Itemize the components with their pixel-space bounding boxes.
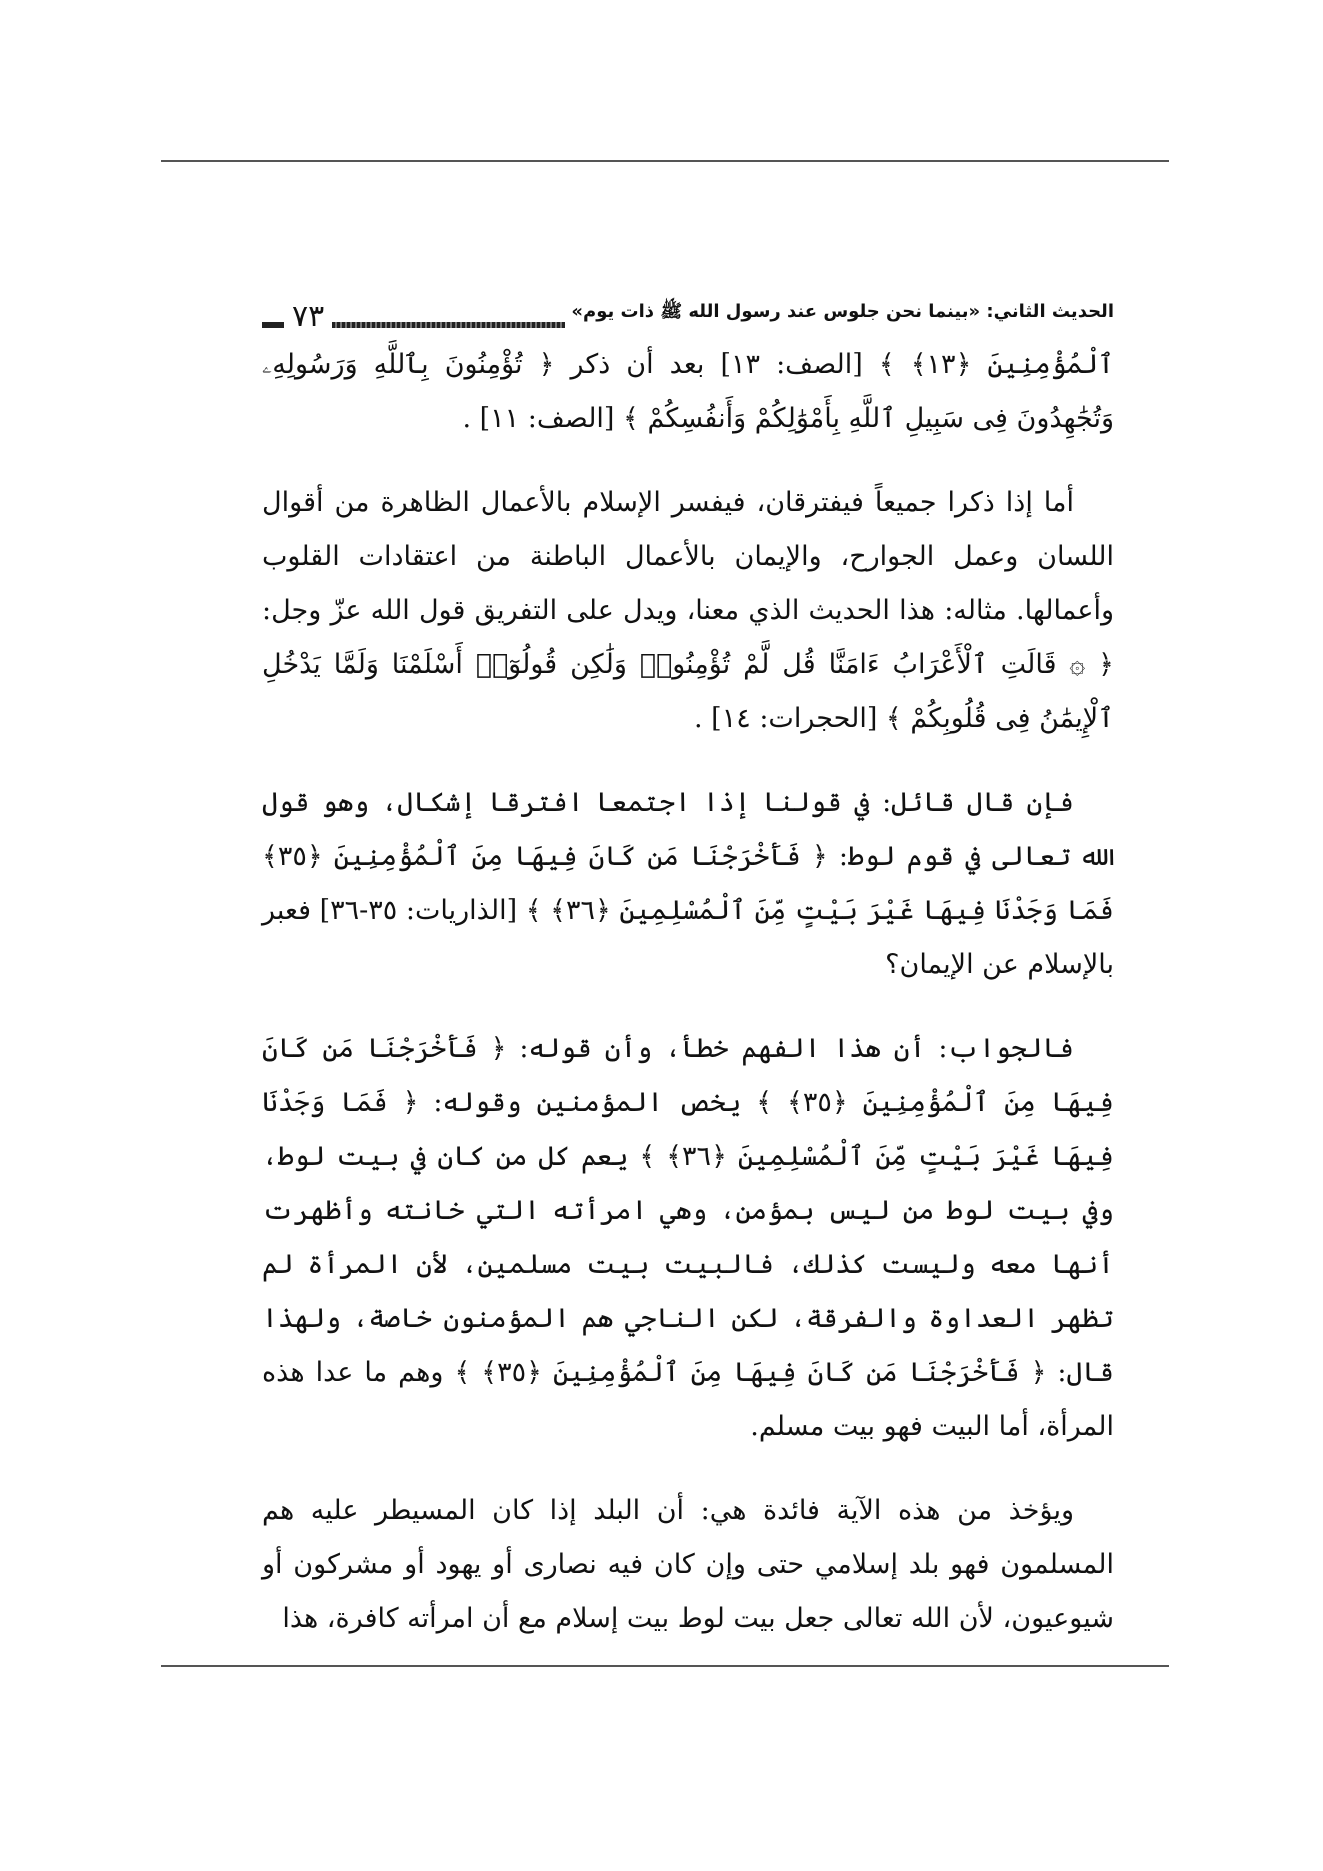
page-content xyxy=(262,282,1114,1646)
header-title: الحديث الثاني: «بينما نحن جلوس عند رسول الله ﷺ ذات يوم» xyxy=(571,301,1114,322)
page-number-mark xyxy=(262,322,284,328)
paragraph-5: ويؤخذ من هذه الآية فائدة هي: أن البلد إذا كان المسيطر عليه هم المسلمون فهو بلد إسلامي حتى وإن كان فيه نصارى أو يهود أو مشركون أو شيوعيون، لأن الله تعالى جعل بيت لوط بيت إسلام مع أن امرأته كافرة، هذا xyxy=(262,1495,1114,1634)
paragraph-3: فإن قال قائل: في قولنا إذا اجتمعا افترقا إشكال، وهو قول الله تعالى في قوم لوط: ﴿ فَأَخْرَجْنَا مَن كَانَ فِيهَا مِنَ ٱلْمُؤْمِنِينَ ﴿٣٥﴾ فَمَا وَجَدْنَا فِيهَا غَيْرَ بَيْتٍ مِّنَ ٱلْمُسْلِمِينَ ﴿٣٦﴾ ﴾ [الذاريات: ٣٥-٣٦] فعبر بالإسلام عن الإيمان؟ xyxy=(262,787,1115,980)
paragraph-1: ٱلْمُؤْمِنِينَ ﴿١٣﴾ ﴾ [الصف: ١٣] بعد أن ذكر ﴿ تُؤْمِنُونَ بِٱللَّهِ وَرَسُولِهِۦ وَتُجَٰهِدُونَ فِى سَبِيلِ ٱللَّهِ بِأَمْوَٰلِكُمْ وَأَنفُسِكُمْ ﴾ [الصف: ١١] . xyxy=(262,349,1114,434)
page-number: ٧٣ xyxy=(292,299,325,334)
top-rule xyxy=(161,160,1169,162)
paragraph-2: أما إذا ذكرا جميعاً فيفترقان، فيفسر الإسلام بالأعمال الظاهرة من أقوال اللسان وعمل الجوارح، والإيمان بالأعمال الباطنة من اعتقادات القلوب وأعمالها. مثاله: هذا الحديث الذي معنا، ويدل على التفريق قول الله عزّ وجل: ﴿ ۞ قَالَتِ ٱلْأَعْرَابُ ءَامَنَّا قُل لَّمْ تُؤْمِنُوا۟ وَلَٰكِن قُولُوٓا۟ أَسْلَمْنَا وَلَمَّا يَدْخُلِ ٱلْإِيمَٰنُ فِى قُلُوبِكُمْ ﴾ [الحجرات: ١٤] . xyxy=(262,487,1114,734)
running-header xyxy=(262,282,1114,338)
page-number-block xyxy=(262,299,325,338)
header-ornament-bar xyxy=(332,322,565,328)
bottom-rule xyxy=(161,1665,1169,1667)
paragraph-4: فالجواب: أن هذا الفهم خطأ، وأن قوله: ﴿ فَأَخْرَجْنَا مَن كَانَ فِيهَا مِنَ ٱلْمُؤْمِنِينَ ﴿٣٥﴾ ﴾ يخص المؤمنين وقوله: ﴿ فَمَا وَجَدْنَا فِيهَا غَيْرَ بَيْتٍ مِّنَ ٱلْمُسْلِمِينَ ﴿٣٦﴾ ﴾ يعم كل من كان في بيت لوط، وفي بيت لوط من ليس بمؤمن، وهي امرأته التي خانته وأظهرت أنها معه وليست كذلك، فالبيت بيت مسلمين، لأن المرأة لم تظهر العداوة والفرقة، لكن الناجي هم المؤمنون خاصة، ولهذا قال: ﴿ فَأَخْرَجْنَا مَن كَانَ فِيهَا مِنَ ٱلْمُؤْمِنِينَ ﴿٣٥﴾ ﴾ وهم ما عدا هذه المرأة، أما البيت فهو بيت مسلم. xyxy=(262,1033,1114,1442)
